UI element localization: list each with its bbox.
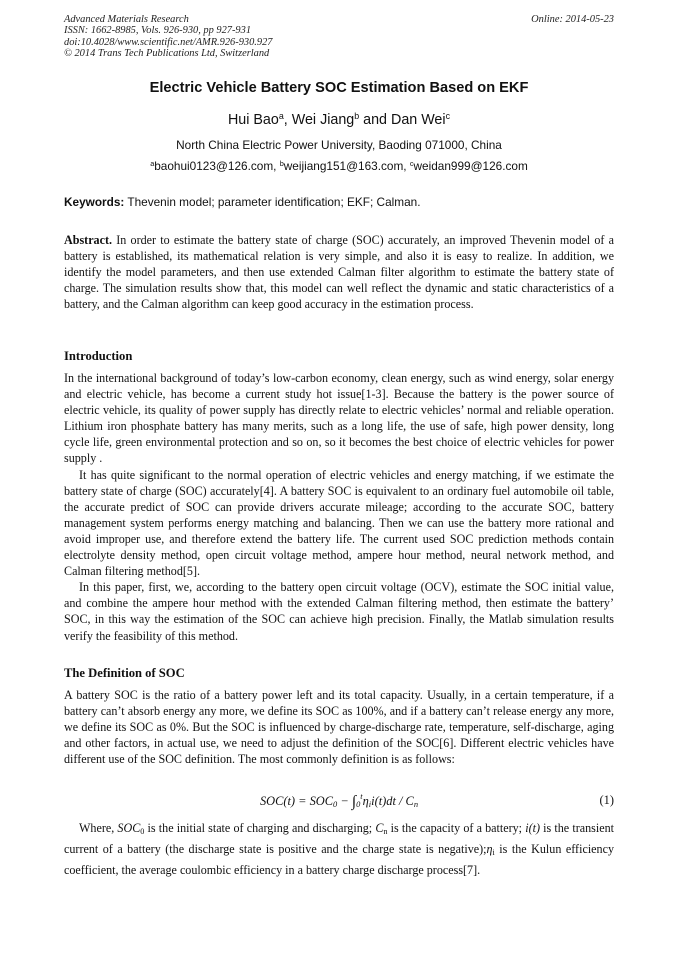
paragraph: A battery SOC is the ratio of a battery power left and its total capacity. Usually, in a certain temperature, if a battery can’t absorb energy any more, we define its SOC as 100%, and if a battery can’t release energy any more, we define its SOC as 0%. But the SOC is influenced by charge-discharge rate, temperature, self-discharge, aging and other factors, in actual use, we need to adjust the definition of the SOC[6]. Different electric vehicles have different use of the SOC definition. The most commonly definition is as follows: [64, 688, 614, 767]
equation-body: $SOC(t) = SOC_0 - \int_0^t\eta_ii(t)dt / C_n$ [259, 790, 419, 810]
author-separator: , [283, 112, 292, 128]
equation-1 [64, 790, 614, 811]
affiliation: North China Electric Power University, Baoding 071000, China [176, 138, 502, 152]
author-name: Wei Jiang [291, 112, 355, 128]
author-separator: and [359, 112, 391, 128]
keywords-label: Keywords: [64, 195, 125, 209]
equation-number: (1) [599, 793, 614, 807]
email-link[interactable]: weidan999@126.com [413, 159, 528, 173]
email-link[interactable]: baohui0123@126.com [154, 159, 274, 173]
introduction-heading: Introduction [64, 349, 133, 363]
abstract [64, 232, 614, 312]
email-mark: a [150, 158, 155, 168]
journal-doi[interactable]: doi:10.4028/www.scientific.net/AMR.926-930.927 [64, 36, 273, 48]
online-date: Online: 2014-05-23 [531, 14, 614, 25]
keywords-text: Thevenin model; parameter identification; EKF; Calman. [124, 195, 421, 209]
keywords [64, 195, 614, 209]
paragraph: In the international background of today’s low-carbon economy, clean energy, such as wind energy, solar energy and electric vehicle, has become a current study hot issue[1-3]. Because the battery is the power source of electric vehicle, its quality of power supply has directly relate to electric vehicles’ normal and reliable operation. Lithium iron phosphate battery has many merits, such as a long life, the use of safe, high power density, long cycle life, green environmental protection and so on, so it becomes the best choice of electric vehicles for power supply . [64, 371, 614, 466]
soc-definition-section [64, 687, 614, 767]
abstract-label: Abstract. [64, 233, 113, 247]
paragraph: It has quite significant to the normal operation of electric vehicles and energy matching, if we estimate the battery state of charge (SOC) accurately[4]. A battery SOC is equivalent to an ordinary fuel automobile oil table, the accurate predict of SOC can provide drivers accurate mileage; according to the accurate SOC, battery management system performs energy matching and balancing. Then we can use the battery more rational and avoid improper use, and therefore extend the battery life. The current used SOC prediction methods contain electrolyte density method, open circuit voltage method, ampere hour method, neural network method, and Calman filtering method[5]. [64, 467, 614, 579]
email-mark: c [409, 158, 414, 168]
paper-title: Electric Vehicle Battery SOC Estimation Based on EKF [149, 80, 529, 96]
integral-sign: ∫ [351, 793, 357, 810]
soc-definition-heading: The Definition of SOC [64, 666, 185, 680]
author-affil-mark: b [354, 111, 360, 122]
email-separator: , [273, 159, 280, 173]
author-affil-mark: a [278, 111, 284, 122]
equation-explanation: Where, $SOC_0$ is the initial state of charging and discharging; $C_n$ is the capacity of a battery; i(t) is the transient current of a battery (the discharge state is positive and the charge state is $negative);\eta_i$ is the Kulun efficiency coefficient, the average coulombic efficiency in a battery charge discharge process[7]. [64, 821, 615, 877]
author-name: Dan Wei [391, 112, 446, 128]
author-affil-mark: c [445, 111, 451, 122]
email-list [0, 159, 678, 173]
journal-issn: ISSN: 1662-8985, Vols. 926-930, pp 927-931 [64, 25, 252, 37]
journal-name: Advanced Materials Research [64, 14, 189, 25]
email-mark: b [279, 158, 284, 168]
abstract-text: In order to estimate the battery state of charge (SOC) accurately, an improved Thevenin model of a battery is established, its mathematical relation is very simple, and also it is easy to realize. In addition, we identify the model parameters, and then use extended Calman filter algorithm to estimate the battery state of charge. The simulation results show that, this model can well reflect the dynamic and static characteristics of a battery, and the Calman algorithm can keep good accuracy in the estimation process. [64, 233, 614, 312]
paragraph: In this paper, first, we, according to the battery open circuit voltage (OCV), estimate the SOC initial value, and combine the ampere hour method with the extended Calman filtering method, then estimate the battery’ SOC, in this way the estimation of the SOC can achieve high precision. Finally, the Matlab simulation results verify the feasibility of this method. [64, 580, 614, 643]
journal-copyright: © 2014 Trans Tech Publications Ltd, Switzerland [64, 48, 270, 60]
author-list [0, 112, 678, 128]
email-link[interactable]: weijiang151@163.com [283, 159, 404, 173]
journal-header [64, 14, 272, 60]
introduction-section [64, 370, 614, 644]
author-name: Hui Bao [227, 112, 279, 128]
email-separator: , [403, 159, 410, 173]
